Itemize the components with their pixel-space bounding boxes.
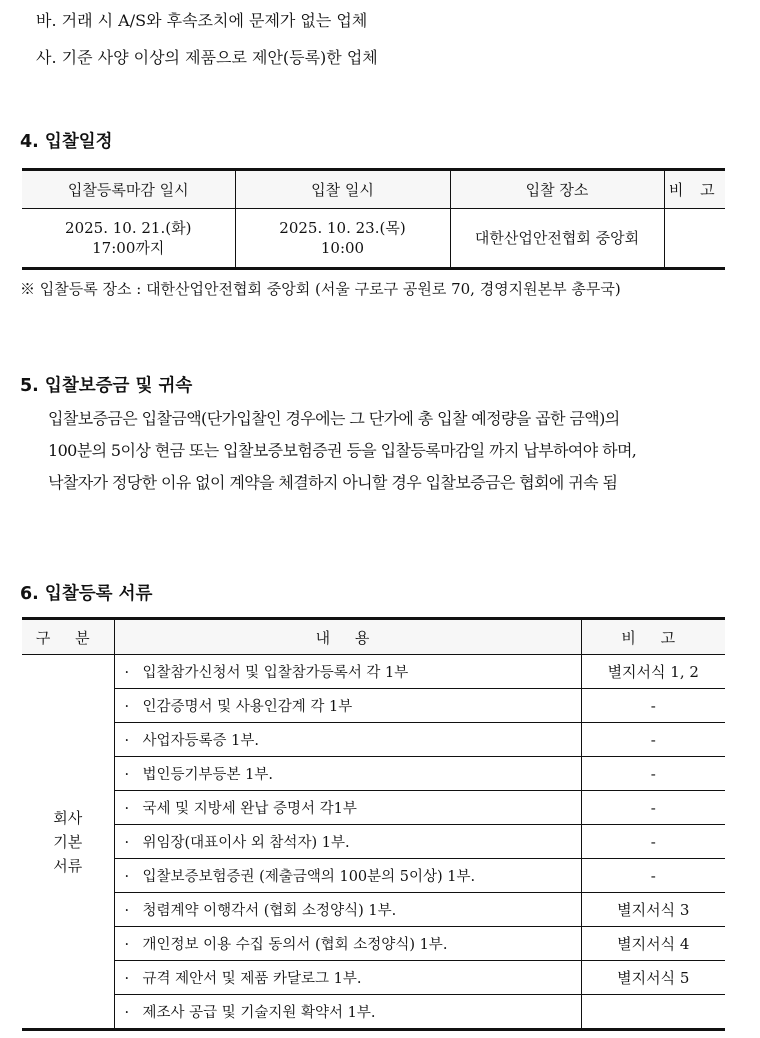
table-row	[22, 825, 725, 859]
bid-schedule-table	[22, 168, 725, 270]
table-row	[22, 893, 725, 927]
document-item-cell	[114, 825, 581, 859]
table-row	[22, 757, 725, 791]
document-item-cell	[114, 757, 581, 791]
document-note-cell: -	[581, 723, 725, 757]
document-item-cell	[114, 689, 581, 723]
header-note: 비 고	[664, 170, 725, 209]
document-note-cell: 별지서식 1, 2	[581, 655, 725, 689]
document-note-cell	[581, 995, 725, 1030]
document-note-cell: -	[581, 791, 725, 825]
document-item-cell	[114, 655, 581, 689]
bid-date: 2025. 10. 23.(목)	[279, 219, 406, 237]
table-row	[22, 655, 725, 689]
table-row	[22, 209, 725, 269]
document-item-text: 입찰보증보험증권 (제출금액의 100분의 5이상) 1부.	[142, 869, 476, 885]
category-label: 기본	[53, 832, 83, 851]
document-item-text: 사업자등록증 1부.	[142, 733, 259, 749]
document-note-cell: 별지서식 3	[581, 893, 725, 927]
document-item-cell	[114, 995, 581, 1030]
table-header-row	[22, 619, 725, 655]
bullet-icon: ·	[124, 733, 130, 749]
note-cell	[664, 209, 725, 269]
deposit-text-line-3: 낙찰자가 정당한 이유 없이 계약을 체결하지 아니할 경우 입찰보증금은 협회에 귀속 됨	[48, 473, 618, 492]
header-deadline: 입찰등록마감 일시	[22, 170, 235, 209]
condition-sa: 사. 기준 사양 이상의 제품으로 제안(등록)한 업체	[36, 48, 378, 67]
header-content: 내 용	[114, 619, 581, 655]
header-note: 비 고	[581, 619, 725, 655]
document-item-text: 청렴계약 이행각서 (협회 소정양식) 1부.	[142, 903, 397, 919]
bid-time: 10:00	[320, 239, 365, 257]
document-item-cell	[114, 859, 581, 893]
deposit-text-line-1: 입찰보증금은 입찰금액(단가입찰인 경우에는 그 단가에 총 입찰 예정량을 곱한 금액)의	[48, 409, 620, 428]
category-label: 회사	[53, 808, 83, 827]
document-item-cell	[114, 791, 581, 825]
document-item-text: 입찰참가신청서 및 입찰참가등록서 각 1부	[142, 665, 409, 681]
document-note-cell: -	[581, 757, 725, 791]
deadline-cell	[22, 209, 235, 269]
bullet-icon: ·	[124, 903, 130, 919]
document-item-text: 인감증명서 및 사용인감계 각 1부	[142, 699, 353, 715]
category-label: 서류	[53, 856, 83, 875]
section4-title: 4. 입찰일정	[20, 132, 113, 152]
table-row	[22, 723, 725, 757]
document-note-cell: -	[581, 689, 725, 723]
deposit-text-line-2: 100분의 5이상 현금 또는 입찰보증보험증권 등을 입찰등록마감일 까지 납부하여야 하며,	[48, 441, 637, 460]
bullet-icon: ·	[124, 801, 130, 817]
place-cell: 대한산업안전협회 중앙회	[450, 209, 664, 269]
document-note-cell: -	[581, 859, 725, 893]
document-note-cell: -	[581, 825, 725, 859]
bullet-icon: ·	[124, 665, 130, 681]
condition-ba: 바. 거래 시 A/S와 후속조치에 문제가 없는 업체	[36, 11, 368, 30]
header-bid-date: 입찰 일시	[235, 170, 450, 209]
document-item-cell	[114, 723, 581, 757]
table-row	[22, 791, 725, 825]
section5-title: 5. 입찰보증금 및 귀속	[20, 376, 193, 396]
bid-date-cell	[235, 209, 450, 269]
deadline-time: 17:00까지	[92, 239, 165, 257]
document-item-cell	[114, 893, 581, 927]
bullet-icon: ·	[124, 937, 130, 953]
table-header-row	[22, 170, 725, 209]
header-category: 구 분	[22, 619, 114, 655]
document-item-text: 규격 제안서 및 제품 카달로그 1부.	[142, 971, 362, 987]
bullet-icon: ·	[124, 835, 130, 851]
document-item-cell	[114, 961, 581, 995]
document-note-cell: 별지서식 5	[581, 961, 725, 995]
header-place: 입찰 장소	[450, 170, 664, 209]
document-item-text: 법인등기부등본 1부.	[142, 767, 273, 783]
table-row	[22, 995, 725, 1030]
bullet-icon: ·	[124, 869, 130, 885]
category-cell	[22, 655, 114, 1030]
table-row	[22, 961, 725, 995]
document-item-text: 위임장(대표이사 외 참석자) 1부.	[142, 835, 350, 851]
required-documents-table	[22, 617, 725, 1031]
table-row	[22, 927, 725, 961]
bullet-icon: ·	[124, 767, 130, 783]
document-item-text: 국세 및 지방세 완납 증명서 각1부	[142, 801, 357, 817]
table-row	[22, 859, 725, 893]
bullet-icon: ·	[124, 1005, 130, 1021]
deadline-date: 2025. 10. 21.(화)	[65, 219, 192, 237]
table-row	[22, 689, 725, 723]
registration-place-note: ※ 입찰등록 장소 : 대한산업안전협회 중앙회 (서울 구로구 공원로 70, 경영지원본부 총무국)	[20, 280, 621, 298]
section6-title: 6. 입찰등록 서류	[20, 584, 153, 604]
document-item-cell	[114, 927, 581, 961]
bullet-icon: ·	[124, 971, 130, 987]
document-item-text: 개인정보 이용 수집 동의서 (협회 소정양식) 1부.	[142, 937, 448, 953]
document-note-cell: 별지서식 4	[581, 927, 725, 961]
document-item-text: 제조사 공급 및 기술지원 확약서 1부.	[142, 1005, 376, 1021]
bullet-icon: ·	[124, 699, 130, 715]
